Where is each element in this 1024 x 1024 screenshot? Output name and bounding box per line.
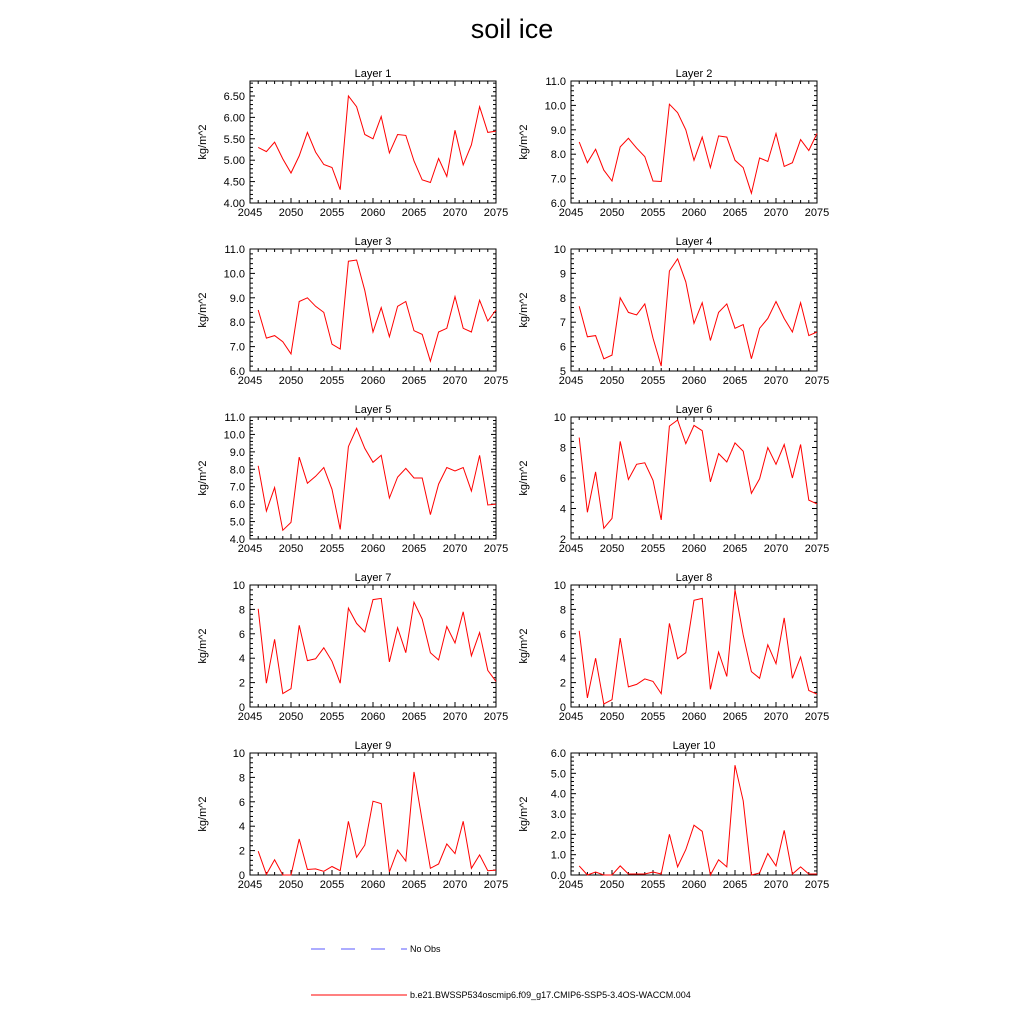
x-tick-label: 2075: [483, 543, 509, 555]
y-tick-label: 10: [232, 580, 245, 592]
plot-frame: [250, 753, 496, 875]
x-tick-label: 2055: [640, 543, 666, 555]
y-tick-label: 11.0: [224, 412, 245, 424]
x-tick-label: 2065: [722, 207, 748, 219]
x-tick-label: 2055: [319, 711, 345, 723]
y-tick-label: 6.00: [223, 112, 245, 125]
y-tick-label: 8: [238, 604, 245, 617]
x-tick-label: 2065: [401, 375, 427, 387]
series-line: [258, 598, 496, 693]
x-tick-label: 2045: [237, 879, 263, 891]
y-tick-label: 9.0: [550, 124, 566, 137]
y-tick-label: 6: [559, 341, 566, 354]
y-tick-label: 10.0: [544, 100, 566, 113]
y-tick-label: 8: [238, 772, 245, 785]
x-tick-label: 2050: [278, 543, 304, 555]
y-tick-label: 4.00: [223, 198, 245, 210]
panel-layer-10: [518, 740, 829, 891]
x-tick-label: 2050: [278, 375, 304, 387]
x-tick-label: 2065: [401, 543, 427, 555]
y-axis-label: kg/m^2: [518, 124, 530, 160]
x-tick-label: 2060: [360, 375, 386, 387]
series-line: [258, 96, 496, 190]
x-tick-label: 2050: [599, 207, 625, 219]
x-tick-label: 2070: [442, 711, 468, 723]
x-tick-label: 2045: [237, 543, 263, 555]
x-tick-label: 2060: [360, 879, 386, 891]
y-axis-label: kg/m^2: [518, 628, 530, 664]
plot-frame: [250, 417, 496, 539]
y-tick-label: 11.0: [224, 244, 245, 256]
panel-layer-8: [518, 572, 829, 723]
x-tick-label: 2070: [442, 207, 468, 219]
x-tick-label: 2060: [681, 879, 707, 891]
y-tick-label: 0: [238, 870, 245, 882]
x-tick-label: 2075: [804, 879, 830, 891]
panel-layer-3: [197, 236, 508, 387]
legend-model-label: b.e21.BWSSP534oscmip6.f09_g17.CMIP6-SSP5-3.4OS-WACCM.004: [410, 990, 691, 1000]
x-tick-label: 2045: [237, 375, 263, 387]
panel-layer-4: [518, 236, 829, 387]
y-tick-label: 6: [238, 796, 245, 809]
x-tick-label: 2070: [763, 543, 789, 555]
series-line: [258, 772, 496, 875]
panel-title: Layer 3: [354, 236, 392, 248]
x-tick-label: 2050: [599, 879, 625, 891]
x-tick-label: 2065: [722, 711, 748, 723]
series-line: [579, 590, 817, 704]
series-line: [579, 259, 817, 366]
x-tick-label: 2045: [237, 711, 263, 723]
plot-frame: [250, 585, 496, 707]
y-tick-label: 10.0: [223, 268, 245, 281]
y-tick-label: 10: [553, 412, 566, 424]
x-tick-label: 2070: [763, 711, 789, 723]
panel-title: Layer 9: [354, 740, 392, 752]
y-axis-label: kg/m^2: [197, 628, 209, 664]
panel-layer-7: [197, 572, 508, 723]
x-tick-label: 2060: [681, 207, 707, 219]
y-tick-label: 6.50: [223, 90, 245, 103]
y-tick-label: 11.0: [545, 76, 566, 88]
x-tick-label: 2070: [763, 375, 789, 387]
x-tick-label: 2075: [804, 543, 830, 555]
y-tick-label: 2: [238, 845, 245, 858]
x-tick-label: 2070: [442, 879, 468, 891]
series-line: [579, 420, 817, 528]
panel-layer-2: [518, 68, 829, 219]
x-tick-label: 2055: [640, 879, 666, 891]
y-tick-label: 10.0: [223, 429, 245, 442]
y-tick-label: 6.0: [550, 198, 566, 210]
x-tick-label: 2060: [681, 711, 707, 723]
series-line: [579, 104, 817, 193]
x-tick-label: 2045: [558, 543, 584, 555]
x-tick-label: 2075: [804, 207, 830, 219]
panel-layer-1: [197, 68, 508, 219]
y-tick-label: 8: [559, 604, 566, 617]
x-tick-label: 2045: [237, 207, 263, 219]
y-tick-label: 7.0: [229, 341, 245, 354]
y-tick-label: 2: [559, 677, 566, 690]
x-tick-label: 2055: [319, 375, 345, 387]
x-tick-label: 2045: [558, 879, 584, 891]
x-tick-label: 2050: [599, 375, 625, 387]
plot-frame: [250, 249, 496, 371]
y-tick-label: 6: [559, 473, 566, 485]
y-tick-label: 10: [232, 748, 245, 760]
y-axis-label: kg/m^2: [518, 292, 530, 328]
y-tick-label: 5.50: [223, 133, 245, 146]
y-tick-label: 2: [559, 534, 566, 546]
y-tick-label: 2.0: [550, 829, 566, 842]
y-tick-label: 6: [238, 628, 245, 641]
x-tick-label: 2075: [804, 375, 830, 387]
x-tick-label: 2065: [401, 207, 427, 219]
x-tick-label: 2055: [319, 543, 345, 555]
x-tick-label: 2045: [558, 207, 584, 219]
x-tick-label: 2045: [558, 711, 584, 723]
panel-title: Layer 4: [675, 236, 713, 248]
series-line: [258, 428, 496, 530]
x-tick-label: 2055: [640, 711, 666, 723]
x-tick-label: 2065: [722, 375, 748, 387]
y-axis-label: kg/m^2: [197, 124, 209, 160]
y-axis-label: kg/m^2: [518, 796, 530, 832]
x-tick-label: 2055: [640, 207, 666, 219]
x-tick-label: 2065: [722, 879, 748, 891]
y-tick-label: 5.00: [223, 155, 245, 168]
y-tick-label: 7.0: [229, 481, 245, 494]
y-tick-label: 4: [559, 653, 566, 666]
panel-title: Layer 7: [354, 572, 392, 584]
x-tick-label: 2075: [804, 711, 830, 723]
y-tick-label: 8.0: [550, 149, 566, 162]
x-tick-label: 2050: [278, 207, 304, 219]
y-tick-label: 6: [559, 628, 566, 641]
plot-frame: [571, 753, 817, 875]
panel-layer-5: [197, 404, 508, 555]
x-tick-label: 2060: [681, 543, 707, 555]
plot-frame: [571, 81, 817, 203]
x-tick-label: 2045: [558, 375, 584, 387]
y-tick-label: 6.0: [229, 366, 245, 378]
x-tick-label: 2050: [599, 543, 625, 555]
y-tick-label: 9.0: [229, 446, 245, 459]
x-tick-label: 2065: [401, 879, 427, 891]
x-tick-label: 2060: [681, 375, 707, 387]
panel-layer-9: [197, 740, 508, 891]
y-tick-label: 4.50: [223, 176, 245, 189]
y-tick-label: 9.0: [229, 292, 245, 305]
y-axis-label: kg/m^2: [197, 796, 209, 832]
y-tick-label: 6.0: [229, 499, 245, 512]
y-tick-label: 0: [238, 702, 245, 714]
y-tick-label: 10: [553, 580, 566, 592]
legend-obs-label: No Obs: [410, 944, 441, 954]
x-tick-label: 2060: [360, 207, 386, 219]
x-tick-label: 2070: [442, 375, 468, 387]
panel-title: Layer 2: [675, 68, 713, 80]
y-axis-label: kg/m^2: [197, 292, 209, 328]
x-tick-label: 2070: [763, 207, 789, 219]
panel-layer-6: [518, 404, 829, 555]
panel-title: Layer 10: [672, 740, 716, 752]
panel-title: Layer 5: [354, 404, 392, 416]
series-line: [258, 260, 496, 361]
y-axis-label: kg/m^2: [518, 460, 530, 496]
y-tick-label: 8.0: [229, 317, 245, 330]
x-tick-label: 2075: [483, 879, 509, 891]
y-tick-label: 8: [559, 292, 566, 305]
y-tick-label: 0: [559, 702, 566, 714]
y-tick-label: 8: [559, 442, 566, 455]
y-axis-label: kg/m^2: [197, 460, 209, 496]
x-tick-label: 2055: [319, 879, 345, 891]
y-tick-label: 1.0: [550, 849, 566, 862]
panel-title: Layer 1: [354, 68, 392, 80]
y-tick-label: 9: [559, 268, 566, 281]
x-tick-label: 2050: [599, 711, 625, 723]
series-line: [579, 765, 817, 875]
y-tick-label: 7: [559, 317, 566, 330]
plot-frame: [571, 417, 817, 539]
x-tick-label: 2075: [483, 711, 509, 723]
x-tick-label: 2070: [763, 879, 789, 891]
x-tick-label: 2050: [278, 879, 304, 891]
y-tick-label: 4: [559, 503, 566, 516]
y-tick-label: 4: [238, 653, 245, 666]
y-tick-label: 3.0: [550, 809, 566, 821]
x-tick-label: 2055: [319, 207, 345, 219]
y-tick-label: 8.0: [229, 464, 245, 477]
panel-title: Layer 8: [675, 572, 713, 584]
chart-title: soil ice: [470, 14, 554, 44]
x-tick-label: 2060: [360, 543, 386, 555]
y-tick-label: 4.0: [550, 788, 566, 801]
y-tick-label: 5.0: [550, 768, 566, 781]
x-tick-label: 2065: [722, 543, 748, 555]
y-tick-label: 6.0: [550, 748, 566, 760]
x-tick-label: 2060: [360, 711, 386, 723]
y-tick-label: 5: [559, 366, 566, 378]
y-tick-label: 0.0: [550, 870, 566, 882]
y-tick-label: 4.0: [229, 534, 245, 546]
y-tick-label: 5.0: [229, 516, 245, 529]
y-tick-label: 4: [238, 821, 245, 834]
x-tick-label: 2055: [640, 375, 666, 387]
y-tick-label: 2: [238, 677, 245, 690]
x-tick-label: 2075: [483, 207, 509, 219]
y-tick-label: 7.0: [550, 173, 566, 186]
x-tick-label: 2075: [483, 375, 509, 387]
y-tick-label: 10: [553, 244, 566, 256]
panel-title: Layer 6: [675, 404, 713, 416]
x-tick-label: 2050: [278, 711, 304, 723]
plot-frame: [250, 81, 496, 203]
x-tick-label: 2065: [401, 711, 427, 723]
x-tick-label: 2070: [442, 543, 468, 555]
